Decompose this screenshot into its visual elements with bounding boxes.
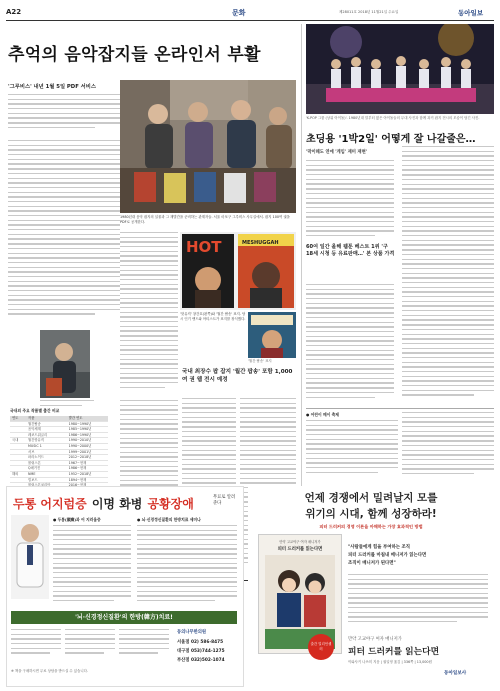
ad-footnote: ※ 책을 구매하시면 무료 상담을 받으실 수 있습니다. — [11, 669, 88, 673]
book-cover-top: 만약 고교야구 여자 매니저가 — [279, 540, 321, 544]
right-subhead: '막이해도 연애 '게임' 재미 재현' — [306, 150, 368, 155]
notice-text — [402, 412, 494, 476]
stage-photo — [306, 24, 494, 114]
table-header-cell: 발간 연도 — [67, 416, 108, 421]
ad-title-part3: 공황장애 — [147, 497, 194, 511]
svg-text:HOT: HOT — [186, 238, 222, 256]
book-cover-title: 피터 드러커를 읽는다면 — [277, 547, 323, 552]
ad-title-part1: 두통 어지럼증 — [13, 497, 87, 511]
right-headline: 초딩용 '1박2일' 어떻게 잘 나갈줄은… — [306, 134, 476, 145]
book-meta: 이와사키 나쓰미 지음 | 권일영 옮김 | 336쪽 | 13,000원 — [348, 660, 432, 664]
issue-date: 제28011호 2018년 11월21일 수요일 — [339, 10, 399, 14]
ad-banner: '뇌·신경정신질환'의 한방(韓方)치료! — [11, 611, 237, 624]
contact-seoul: 서울점 02) 586-8475 — [177, 640, 224, 645]
right-mid-headline: 60여 일간 올해 웹툰 베스트 1위 '구 18세 시청 등 유료판매…' 본 상품 가격 — [306, 244, 395, 258]
table-row: 파라노이드 2012~2018년 — [10, 455, 108, 461]
table-row: 빌보드 1894~현재 — [10, 477, 108, 483]
table-row: Q매거진 1986~현재 — [10, 466, 108, 472]
magazine-covers-caption: '핫뮤직' 창간호(왼쪽)와 '월간 팝송' 표지. 당시 인기 밴드와 아티스트가 표지를 장식했다. — [180, 312, 246, 321]
book-quote-3: 조직이 매니저가 된다면" — [348, 561, 396, 566]
book-bottom-small-title: 만약 고교야구 여자 매니저가 — [348, 637, 402, 642]
right-column-text — [306, 284, 394, 404]
svg-text:MESHUGGAH: MESHUGGAH — [242, 240, 279, 246]
table-row: MUSIC 1 1990~2000년 — [10, 443, 108, 449]
book-ad-title-line2: 위기의 시대, 함께 성장하라! — [305, 508, 437, 520]
lead-paragraph — [8, 94, 120, 134]
ad-sub-left: ● 두통(頭痛)과 어 지러움증 — [53, 517, 101, 522]
main-photo-caption: 1980년대 음악 잡지의 실물과 그 재발간을 준비하는 관계자들. 서울 마포구 그루비스 사무실에서. 잡지 100여 권을 PDF로 공개한다. — [120, 215, 290, 224]
left-column-text — [8, 140, 120, 322]
ad-sub-right: ● 뇌·신경정신질환의 한방치료 세미나 — [137, 517, 201, 522]
health-ad — [6, 486, 244, 687]
book-bottom-title: 피터 드러커를 읽는다면 — [348, 647, 440, 657]
table-row: 월간팝송 1980~1990년 — [10, 421, 108, 427]
publisher-name: 동아일보사 — [444, 671, 467, 676]
book-ad — [248, 486, 494, 685]
small-cover-caption: '월간 팝송' 표지 — [248, 359, 272, 363]
magazine-covers-photo — [180, 232, 296, 310]
bestseller-badge — [308, 634, 334, 660]
main-subhead: '그루비스' 내년 1월 5일 PDF 서비스 — [8, 84, 97, 90]
page-header — [6, 6, 494, 21]
table-row: 음악세계 1985~1990년 — [10, 427, 108, 433]
table-row: 국내 월간핫뮤직 1990~2010년 — [10, 438, 108, 444]
table-row: 서브 1999~2001년 — [10, 449, 108, 455]
page-number: A22 — [6, 8, 22, 16]
middle-column-text — [120, 232, 178, 392]
main-photo — [120, 80, 296, 213]
book-ad-title-line1: 언제 경쟁에서 밀려날지 모를 — [304, 492, 438, 504]
table-row: 해외 NME 1952~2018년 — [10, 471, 108, 477]
table-title: 국내외 주요 작품별 출간 비교 — [10, 408, 60, 413]
section-label: 문화 — [232, 9, 246, 17]
stage-photo-caption: 'K-POP 그룹 (상위 아이돌)'. 1980년대 말부터 많은 아이돌들의 무대 사진과 함께 과거 잡지 전시의 모습이 담긴 사진. — [306, 116, 480, 120]
table-header-cell: 연도 — [10, 416, 26, 421]
clinic-name: 동의나무한의원 — [177, 630, 207, 635]
table-row: 롤링스톤 1967~현재 — [10, 460, 108, 466]
paper-name: 동아일보 — [458, 9, 484, 17]
mid-headline: 국내 최장수 팝 잡지 '월간 팝송' 포함 1,000여 권 웹 전시 예정 — [182, 369, 293, 383]
small-cover-photo — [248, 312, 296, 358]
publication-table — [10, 416, 108, 494]
ad-title-part2: 이명 화병 — [91, 497, 143, 511]
book-quote-2: 피터 드러커를 마침내 매니저가 읽는다면 — [348, 553, 427, 558]
book-quote-1: "사람들에게 힘을 부여하는 조직 — [348, 545, 411, 550]
contact-busan: 부산점 032)502-1074 — [177, 658, 225, 663]
table-header-cell: 작품 — [26, 416, 67, 421]
notice-text — [306, 420, 398, 476]
ad-title-right: 무료로 알려준다 — [213, 495, 236, 506]
right-column-text — [402, 146, 494, 402]
notice-title: ● 어린이 메이 축제 — [306, 412, 339, 417]
bestseller-badge-text: 출간 밀리언셀러 — [310, 642, 332, 651]
book-ad-subtitle: 피터 드러커의 경영 이론을 아해하는 가장 효과적인 방법 — [319, 524, 423, 529]
person-photo — [40, 330, 90, 398]
right-column-text — [306, 160, 394, 242]
contact-daegu: 대구점 053)744-1275 — [177, 649, 225, 654]
table-row: 레코드위클리 1986~1990년 — [10, 432, 108, 438]
doctor-photo — [11, 515, 49, 599]
main-headline: 추억의 음악잡지들 온라인서 부활 — [8, 45, 261, 65]
